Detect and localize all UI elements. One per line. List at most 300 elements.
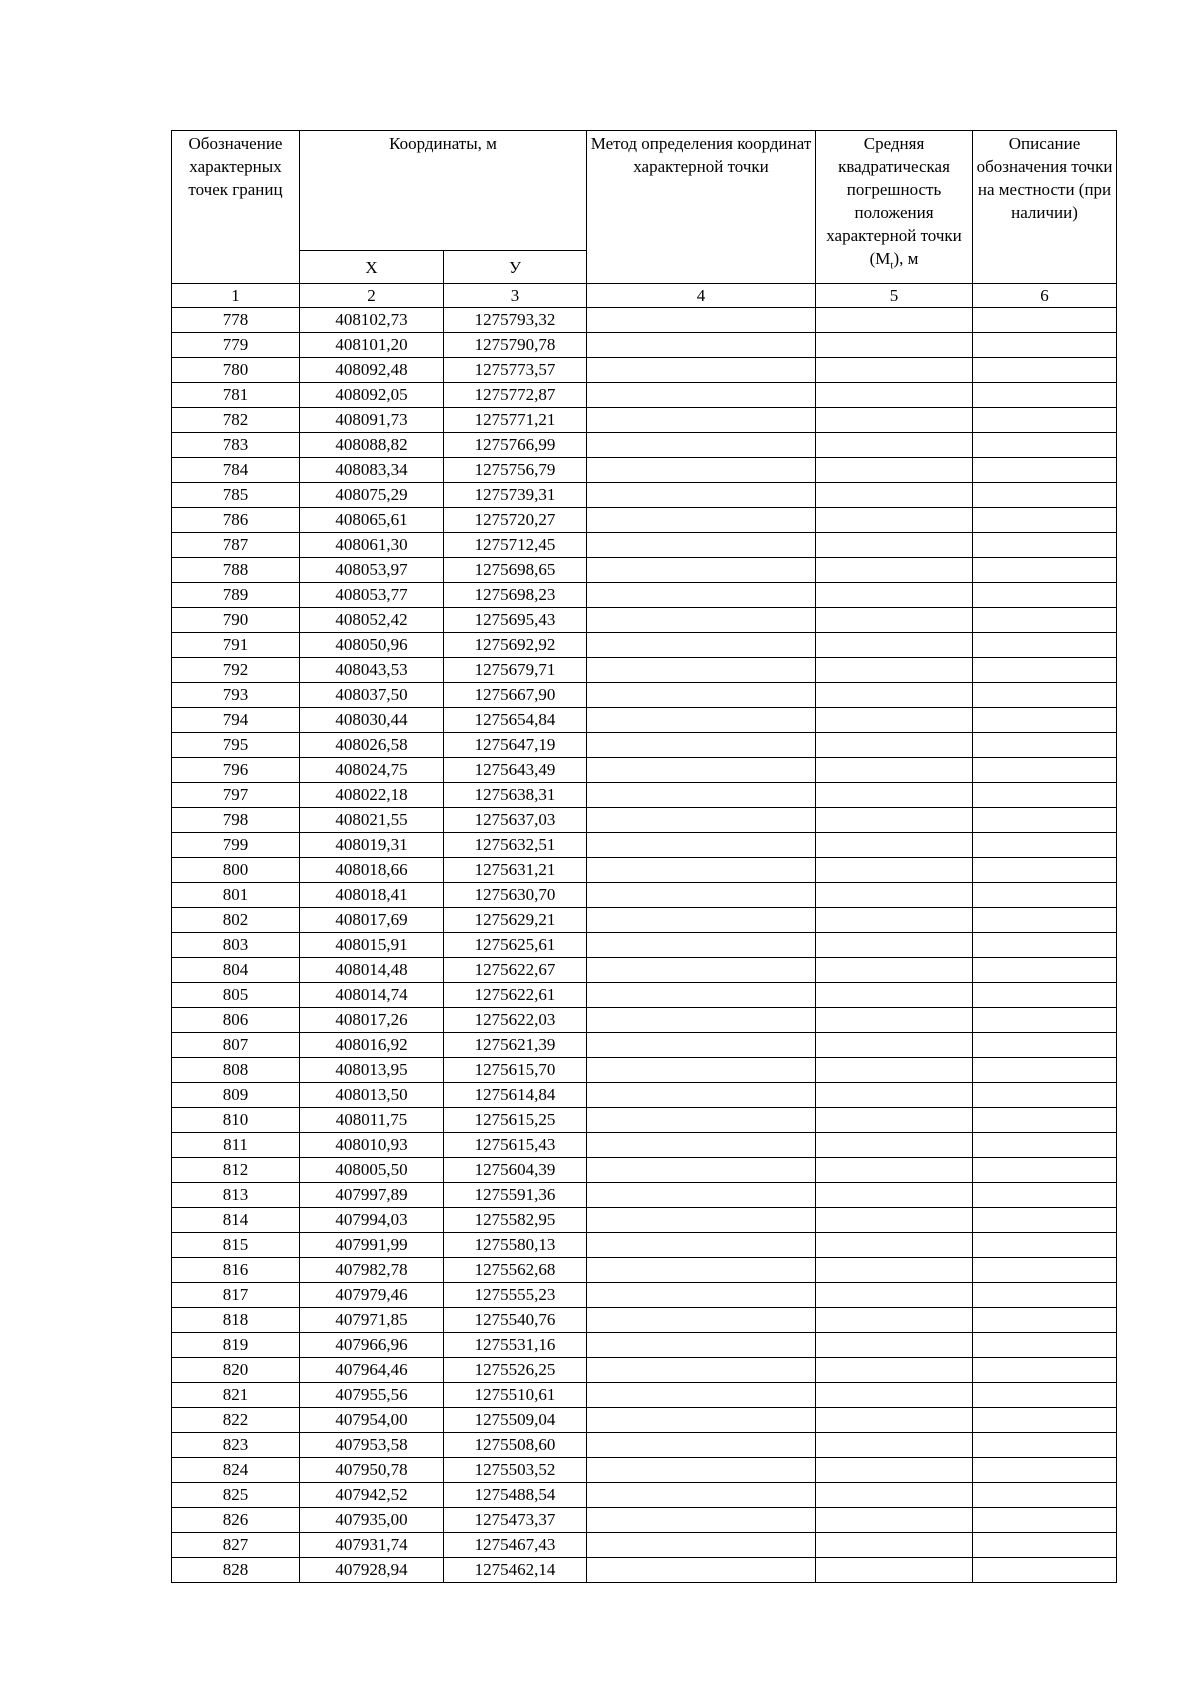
x-coordinate-cell: 407997,89 xyxy=(300,1183,444,1208)
error-cell xyxy=(816,1308,973,1333)
x-coordinate-cell: 408014,48 xyxy=(300,958,444,983)
y-coordinate-cell: 1275654,84 xyxy=(444,708,587,733)
table-row xyxy=(172,1308,1117,1333)
error-cell xyxy=(816,833,973,858)
method-cell xyxy=(587,1283,816,1308)
table-row xyxy=(172,908,1117,933)
y-coordinate-cell: 1275679,71 xyxy=(444,658,587,683)
error-cell xyxy=(816,658,973,683)
error-cell xyxy=(816,1183,973,1208)
description-cell xyxy=(973,308,1117,333)
y-coordinate-cell: 1275638,31 xyxy=(444,783,587,808)
point-id-cell: 817 xyxy=(172,1283,300,1308)
description-cell xyxy=(973,1483,1117,1508)
x-coordinate-cell: 408019,31 xyxy=(300,833,444,858)
point-id-cell: 778 xyxy=(172,308,300,333)
x-coordinate-cell: 407964,46 xyxy=(300,1358,444,1383)
method-cell xyxy=(587,758,816,783)
table-row xyxy=(172,1133,1117,1158)
error-cell xyxy=(816,508,973,533)
table-row xyxy=(172,1158,1117,1183)
description-cell xyxy=(973,633,1117,658)
point-id-cell: 798 xyxy=(172,808,300,833)
description-cell xyxy=(973,383,1117,408)
point-id-cell: 799 xyxy=(172,833,300,858)
description-cell xyxy=(973,1133,1117,1158)
table-row xyxy=(172,1533,1117,1558)
description-cell xyxy=(973,1558,1117,1583)
y-coordinate-cell: 1275526,25 xyxy=(444,1358,587,1383)
point-id-cell: 826 xyxy=(172,1508,300,1533)
description-cell xyxy=(973,583,1117,608)
column-number: 6 xyxy=(973,284,1117,308)
method-cell xyxy=(587,558,816,583)
y-coordinate-cell: 1275622,67 xyxy=(444,958,587,983)
table-row xyxy=(172,533,1117,558)
table-row xyxy=(172,408,1117,433)
error-cell xyxy=(816,1533,973,1558)
method-cell xyxy=(587,1308,816,1333)
method-cell xyxy=(587,733,816,758)
table-row xyxy=(172,483,1117,508)
y-coordinate-cell: 1275503,52 xyxy=(444,1458,587,1483)
description-cell xyxy=(973,1208,1117,1233)
column-number: 3 xyxy=(444,284,587,308)
x-coordinate-cell: 408091,73 xyxy=(300,408,444,433)
method-cell xyxy=(587,1458,816,1483)
x-coordinate-cell: 408017,26 xyxy=(300,1008,444,1033)
method-cell xyxy=(587,1258,816,1283)
method-cell xyxy=(587,1383,816,1408)
table-row xyxy=(172,308,1117,333)
point-id-cell: 827 xyxy=(172,1533,300,1558)
point-id-cell: 795 xyxy=(172,733,300,758)
description-cell xyxy=(973,883,1117,908)
error-cell xyxy=(816,983,973,1008)
y-coordinate-cell: 1275615,43 xyxy=(444,1133,587,1158)
description-cell xyxy=(973,658,1117,683)
table-row xyxy=(172,383,1117,408)
description-cell xyxy=(973,1408,1117,1433)
method-cell xyxy=(587,1233,816,1258)
header-mean-square-error: Средняя квадратическая погрешность положения характерной точки $(M_t)$, м xyxy=(816,131,973,284)
x-coordinate-cell: 407935,00 xyxy=(300,1508,444,1533)
method-cell xyxy=(587,508,816,533)
error-cell xyxy=(816,683,973,708)
table-row xyxy=(172,858,1117,883)
description-cell xyxy=(973,458,1117,483)
method-cell xyxy=(587,1508,816,1533)
error-cell xyxy=(816,808,973,833)
y-coordinate-cell: 1275739,31 xyxy=(444,483,587,508)
y-coordinate-cell: 1275467,43 xyxy=(444,1533,587,1558)
method-cell xyxy=(587,308,816,333)
x-coordinate-cell: 407955,56 xyxy=(300,1383,444,1408)
table-row xyxy=(172,358,1117,383)
table-row xyxy=(172,658,1117,683)
y-coordinate-cell: 1275771,21 xyxy=(444,408,587,433)
y-coordinate-cell: 1275510,61 xyxy=(444,1383,587,1408)
description-cell xyxy=(973,1358,1117,1383)
table-row xyxy=(172,708,1117,733)
error-cell xyxy=(816,1083,973,1108)
error-cell xyxy=(816,1433,973,1458)
x-coordinate-cell: 408053,97 xyxy=(300,558,444,583)
method-cell xyxy=(587,458,816,483)
y-coordinate-cell: 1275647,19 xyxy=(444,733,587,758)
table-row xyxy=(172,1433,1117,1458)
point-id-cell: 820 xyxy=(172,1358,300,1383)
point-id-cell: 824 xyxy=(172,1458,300,1483)
y-coordinate-cell: 1275643,49 xyxy=(444,758,587,783)
y-coordinate-cell: 1275582,95 xyxy=(444,1208,587,1233)
point-id-cell: 809 xyxy=(172,1083,300,1108)
y-coordinate-cell: 1275625,61 xyxy=(444,933,587,958)
error-cell xyxy=(816,633,973,658)
point-id-cell: 806 xyxy=(172,1008,300,1033)
method-cell xyxy=(587,633,816,658)
table-row xyxy=(172,633,1117,658)
description-cell xyxy=(973,533,1117,558)
method-cell xyxy=(587,1533,816,1558)
x-coordinate-cell: 407954,00 xyxy=(300,1408,444,1433)
description-cell xyxy=(973,1183,1117,1208)
x-coordinate-cell: 407994,03 xyxy=(300,1208,444,1233)
description-cell xyxy=(973,1433,1117,1458)
error-cell xyxy=(816,1283,973,1308)
description-cell xyxy=(973,508,1117,533)
y-coordinate-cell: 1275531,16 xyxy=(444,1333,587,1358)
point-id-cell: 788 xyxy=(172,558,300,583)
table-row xyxy=(172,1258,1117,1283)
error-cell xyxy=(816,1558,973,1583)
table-row xyxy=(172,1183,1117,1208)
description-cell xyxy=(973,808,1117,833)
method-cell xyxy=(587,333,816,358)
y-coordinate-cell: 1275562,68 xyxy=(444,1258,587,1283)
x-coordinate-cell: 407953,58 xyxy=(300,1433,444,1458)
y-coordinate-cell: 1275621,39 xyxy=(444,1033,587,1058)
table-row xyxy=(172,1008,1117,1033)
method-cell xyxy=(587,958,816,983)
y-coordinate-cell: 1275473,37 xyxy=(444,1508,587,1533)
description-cell xyxy=(973,558,1117,583)
x-coordinate-cell: 408021,55 xyxy=(300,808,444,833)
point-id-cell: 804 xyxy=(172,958,300,983)
description-cell xyxy=(973,1508,1117,1533)
error-cell xyxy=(816,1158,973,1183)
table-row xyxy=(172,458,1117,483)
error-cell xyxy=(816,383,973,408)
description-cell xyxy=(973,983,1117,1008)
method-cell xyxy=(587,833,816,858)
error-cell xyxy=(816,333,973,358)
column-number: 5 xyxy=(816,284,973,308)
method-cell xyxy=(587,433,816,458)
y-coordinate-cell: 1275604,39 xyxy=(444,1158,587,1183)
point-id-cell: 808 xyxy=(172,1058,300,1083)
table-row xyxy=(172,1083,1117,1108)
error-cell xyxy=(816,1058,973,1083)
method-cell xyxy=(587,658,816,683)
description-cell xyxy=(973,833,1117,858)
table-row xyxy=(172,783,1117,808)
x-coordinate-cell: 407979,46 xyxy=(300,1283,444,1308)
y-coordinate-cell: 1275615,70 xyxy=(444,1058,587,1083)
point-id-cell: 794 xyxy=(172,708,300,733)
method-cell xyxy=(587,608,816,633)
y-coordinate-cell: 1275712,45 xyxy=(444,533,587,558)
table-row xyxy=(172,733,1117,758)
table-row xyxy=(172,1058,1117,1083)
x-coordinate-cell: 408052,42 xyxy=(300,608,444,633)
point-id-cell: 780 xyxy=(172,358,300,383)
point-id-cell: 807 xyxy=(172,1033,300,1058)
method-cell xyxy=(587,783,816,808)
table-row xyxy=(172,933,1117,958)
description-cell xyxy=(973,933,1117,958)
x-coordinate-cell: 408030,44 xyxy=(300,708,444,733)
table-row xyxy=(172,683,1117,708)
column-number: 2 xyxy=(300,284,444,308)
table-row xyxy=(172,583,1117,608)
header-method: Метод определения координат характерной точки xyxy=(587,131,816,284)
point-id-cell: 828 xyxy=(172,1558,300,1583)
error-cell xyxy=(816,1383,973,1408)
table-row xyxy=(172,833,1117,858)
y-coordinate-cell: 1275695,43 xyxy=(444,608,587,633)
description-cell xyxy=(973,1008,1117,1033)
point-id-cell: 785 xyxy=(172,483,300,508)
description-cell xyxy=(973,1258,1117,1283)
x-coordinate-cell: 408043,53 xyxy=(300,658,444,683)
x-coordinate-cell: 408088,82 xyxy=(300,433,444,458)
point-id-cell: 789 xyxy=(172,583,300,608)
table-row xyxy=(172,1283,1117,1308)
x-coordinate-cell: 407991,99 xyxy=(300,1233,444,1258)
description-cell xyxy=(973,1233,1117,1258)
error-cell xyxy=(816,1258,973,1283)
error-cell xyxy=(816,433,973,458)
description-cell xyxy=(973,433,1117,458)
table-row xyxy=(172,758,1117,783)
error-cell xyxy=(816,1108,973,1133)
error-cell xyxy=(816,408,973,433)
description-cell xyxy=(973,608,1117,633)
error-cell xyxy=(816,1358,973,1383)
header-point-description: Описание обозначения точки на местности (при наличии) xyxy=(973,131,1117,284)
x-coordinate-cell: 408061,30 xyxy=(300,533,444,558)
point-id-cell: 793 xyxy=(172,683,300,708)
error-cell xyxy=(816,483,973,508)
table-row xyxy=(172,433,1117,458)
description-cell xyxy=(973,1083,1117,1108)
table-row xyxy=(172,1458,1117,1483)
y-coordinate-cell: 1275555,23 xyxy=(444,1283,587,1308)
table-row xyxy=(172,1483,1117,1508)
header-x: Х xyxy=(300,251,444,284)
method-cell xyxy=(587,1008,816,1033)
point-id-cell: 819 xyxy=(172,1333,300,1358)
error-cell xyxy=(816,1483,973,1508)
point-id-cell: 797 xyxy=(172,783,300,808)
x-coordinate-cell: 408101,20 xyxy=(300,333,444,358)
point-id-cell: 821 xyxy=(172,1383,300,1408)
coordinates-table xyxy=(171,130,1117,1583)
x-coordinate-cell: 408011,75 xyxy=(300,1108,444,1133)
x-coordinate-cell: 408013,50 xyxy=(300,1083,444,1108)
description-cell xyxy=(973,358,1117,383)
table-row xyxy=(172,808,1117,833)
error-cell xyxy=(816,958,973,983)
error-cell xyxy=(816,783,973,808)
point-id-cell: 812 xyxy=(172,1158,300,1183)
table-row xyxy=(172,608,1117,633)
method-cell xyxy=(587,1083,816,1108)
description-cell xyxy=(973,783,1117,808)
point-id-cell: 786 xyxy=(172,508,300,533)
table-row xyxy=(172,558,1117,583)
description-cell xyxy=(973,758,1117,783)
x-coordinate-cell: 408050,96 xyxy=(300,633,444,658)
point-id-cell: 816 xyxy=(172,1258,300,1283)
x-coordinate-cell: 408005,50 xyxy=(300,1158,444,1183)
x-coordinate-cell: 408014,74 xyxy=(300,983,444,1008)
description-cell xyxy=(973,1033,1117,1058)
method-cell xyxy=(587,983,816,1008)
description-cell xyxy=(973,1333,1117,1358)
method-cell xyxy=(587,1558,816,1583)
description-cell xyxy=(973,1283,1117,1308)
y-coordinate-cell: 1275622,03 xyxy=(444,1008,587,1033)
method-cell xyxy=(587,1408,816,1433)
method-cell xyxy=(587,933,816,958)
x-coordinate-cell: 408037,50 xyxy=(300,683,444,708)
method-cell xyxy=(587,808,816,833)
x-coordinate-cell: 407942,52 xyxy=(300,1483,444,1508)
table-row xyxy=(172,1408,1117,1433)
point-id-cell: 783 xyxy=(172,433,300,458)
point-id-cell: 791 xyxy=(172,633,300,658)
y-coordinate-cell: 1275591,36 xyxy=(444,1183,587,1208)
description-cell xyxy=(973,1158,1117,1183)
error-cell xyxy=(816,883,973,908)
method-cell xyxy=(587,858,816,883)
method-cell xyxy=(587,1058,816,1083)
column-numbers-row xyxy=(172,284,1117,308)
method-cell xyxy=(587,483,816,508)
x-coordinate-cell: 408024,75 xyxy=(300,758,444,783)
error-cell xyxy=(816,608,973,633)
method-cell xyxy=(587,1183,816,1208)
x-coordinate-cell: 408053,77 xyxy=(300,583,444,608)
error-cell xyxy=(816,908,973,933)
y-coordinate-cell: 1275488,54 xyxy=(444,1483,587,1508)
description-cell xyxy=(973,858,1117,883)
description-cell xyxy=(973,683,1117,708)
table-row xyxy=(172,1108,1117,1133)
point-id-cell: 779 xyxy=(172,333,300,358)
x-coordinate-cell: 408102,73 xyxy=(300,308,444,333)
point-id-cell: 801 xyxy=(172,883,300,908)
error-cell xyxy=(816,733,973,758)
x-coordinate-cell: 408015,91 xyxy=(300,933,444,958)
x-coordinate-cell: 408092,48 xyxy=(300,358,444,383)
point-id-cell: 811 xyxy=(172,1133,300,1158)
y-coordinate-cell: 1275766,99 xyxy=(444,433,587,458)
method-cell xyxy=(587,1483,816,1508)
point-id-cell: 825 xyxy=(172,1483,300,1508)
method-cell xyxy=(587,1433,816,1458)
x-coordinate-cell: 407928,94 xyxy=(300,1558,444,1583)
x-coordinate-cell: 408017,69 xyxy=(300,908,444,933)
error-cell xyxy=(816,1033,973,1058)
method-cell xyxy=(587,908,816,933)
y-coordinate-cell: 1275615,25 xyxy=(444,1108,587,1133)
y-coordinate-cell: 1275630,70 xyxy=(444,883,587,908)
error-cell xyxy=(816,1133,973,1158)
method-cell xyxy=(587,1333,816,1358)
x-coordinate-cell: 408083,34 xyxy=(300,458,444,483)
x-coordinate-cell: 407982,78 xyxy=(300,1258,444,1283)
table-row xyxy=(172,1233,1117,1258)
x-coordinate-cell: 407950,78 xyxy=(300,1458,444,1483)
y-coordinate-cell: 1275622,61 xyxy=(444,983,587,1008)
description-cell xyxy=(973,1058,1117,1083)
x-coordinate-cell: 408092,05 xyxy=(300,383,444,408)
header-y: У xyxy=(444,251,587,284)
point-id-cell: 784 xyxy=(172,458,300,483)
x-coordinate-cell: 408018,41 xyxy=(300,883,444,908)
table-row xyxy=(172,508,1117,533)
point-id-cell: 796 xyxy=(172,758,300,783)
error-cell xyxy=(816,708,973,733)
description-cell xyxy=(973,483,1117,508)
point-id-cell: 822 xyxy=(172,1408,300,1433)
description-cell xyxy=(973,958,1117,983)
error-cell xyxy=(816,1233,973,1258)
point-id-cell: 814 xyxy=(172,1208,300,1233)
description-cell xyxy=(973,733,1117,758)
column-number: 1 xyxy=(172,284,300,308)
y-coordinate-cell: 1275629,21 xyxy=(444,908,587,933)
error-cell xyxy=(816,1008,973,1033)
description-cell xyxy=(973,1308,1117,1333)
table-row xyxy=(172,1358,1117,1383)
description-cell xyxy=(973,333,1117,358)
point-id-cell: 792 xyxy=(172,658,300,683)
method-cell xyxy=(587,1158,816,1183)
table-row xyxy=(172,1208,1117,1233)
description-cell xyxy=(973,1383,1117,1408)
y-coordinate-cell: 1275790,78 xyxy=(444,333,587,358)
y-coordinate-cell: 1275509,04 xyxy=(444,1408,587,1433)
method-cell xyxy=(587,383,816,408)
point-id-cell: 802 xyxy=(172,908,300,933)
header-point-designation: Обозначение характерных точек границ xyxy=(172,131,300,284)
x-coordinate-cell: 407971,85 xyxy=(300,1308,444,1333)
method-cell xyxy=(587,583,816,608)
error-cell xyxy=(816,583,973,608)
description-cell xyxy=(973,908,1117,933)
method-cell xyxy=(587,708,816,733)
y-coordinate-cell: 1275772,87 xyxy=(444,383,587,408)
point-id-cell: 803 xyxy=(172,933,300,958)
y-coordinate-cell: 1275698,65 xyxy=(444,558,587,583)
x-coordinate-cell: 408018,66 xyxy=(300,858,444,883)
y-coordinate-cell: 1275462,14 xyxy=(444,1558,587,1583)
description-cell xyxy=(973,1458,1117,1483)
